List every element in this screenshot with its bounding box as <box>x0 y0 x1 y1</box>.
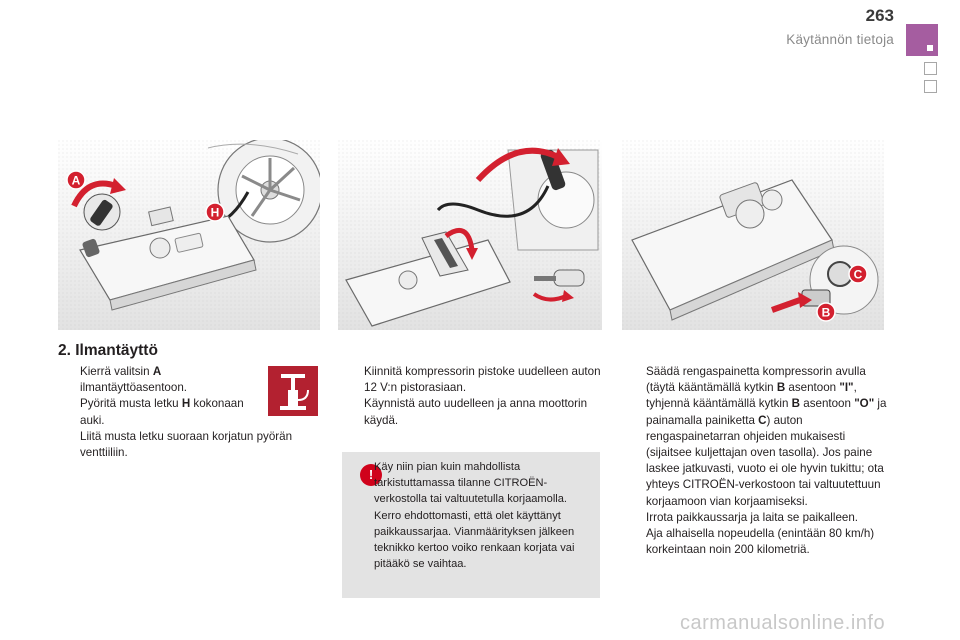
watermark: carmanualsonline.info <box>680 612 886 634</box>
list-item: Liitä musta letku suoraan korjatun pyörän venttiiliin. <box>80 429 293 460</box>
list-item: Aja alhaisella nopeudella (enintään 80 km/h) korkeintaan noin 200 kilometriä. <box>646 527 875 557</box>
warning-icon: ! <box>360 464 382 486</box>
warning-text: Käy niin pian kuin mahdollista tarkistuttamassa tilanne CITROËN-verkostolla tai valtuutetulla korjaamolla. Kerro ehdottomasti, että olet käyttänyt paikkaussarjaa. Vianmäärityksen jälkeen teknikko kertoo voiko renkaan korjata vai pitääkö se vaihtaa. <box>374 461 575 571</box>
list-item: Käynnistä auto uudelleen ja anna moottorin käydä. <box>364 397 588 427</box>
list-item: Irrota paikkaussarja ja laita se paikalleen. <box>646 510 859 524</box>
chapter-tab[interactable] <box>924 62 937 75</box>
tab-marker <box>927 45 933 51</box>
callout-h: H <box>210 205 220 220</box>
illustration-pressure-buttons <box>622 140 884 330</box>
section-title: Käytännön tietoja <box>786 32 894 47</box>
list-item: Kiinnitä kompressorin pistoke uudelleen auton 12 V:n pistorasiaan. <box>364 365 601 395</box>
tyre-pump-icon <box>268 366 318 416</box>
instructions-column-3 <box>624 364 890 558</box>
list-item: Pyöritä musta letku H kokonaan auki. <box>80 397 244 427</box>
callout-b: B <box>821 305 831 320</box>
callout-a: A <box>71 173 81 188</box>
page-number: 263 <box>865 6 894 25</box>
instructions-column-2 <box>342 364 604 429</box>
callout-c: C <box>853 267 863 282</box>
list-item: Kierrä valitsin A ilmantäyttöasentoon. <box>80 365 187 395</box>
list-item: Säädä rengaspainetta kompressorin avulla (täytä kääntämällä kytkin B asentoon "I", tyhjennä kääntämällä kytkin B asentoon "O" ja painamalla painiketta C) auton rengaspainetarran ohjeiden mukaisesti (sijaitsee kuljettajan oven tasolla). Jos paine laskee jatkuvasti, vuoto ei ole hyvin tukittu; ota yhteys CITROËN-verkostoon tai valtuutettuun korjaamoon vian korjaamiseksi. <box>646 365 887 508</box>
illustration-compressor-wheel <box>58 140 320 330</box>
chapter-tab-active[interactable] <box>906 24 938 56</box>
illustration-12v-socket <box>338 140 602 330</box>
chapter-tab[interactable] <box>924 80 937 93</box>
warning-note <box>342 452 600 598</box>
section-title-inflation: 2. Ilmantäyttö <box>58 342 158 359</box>
